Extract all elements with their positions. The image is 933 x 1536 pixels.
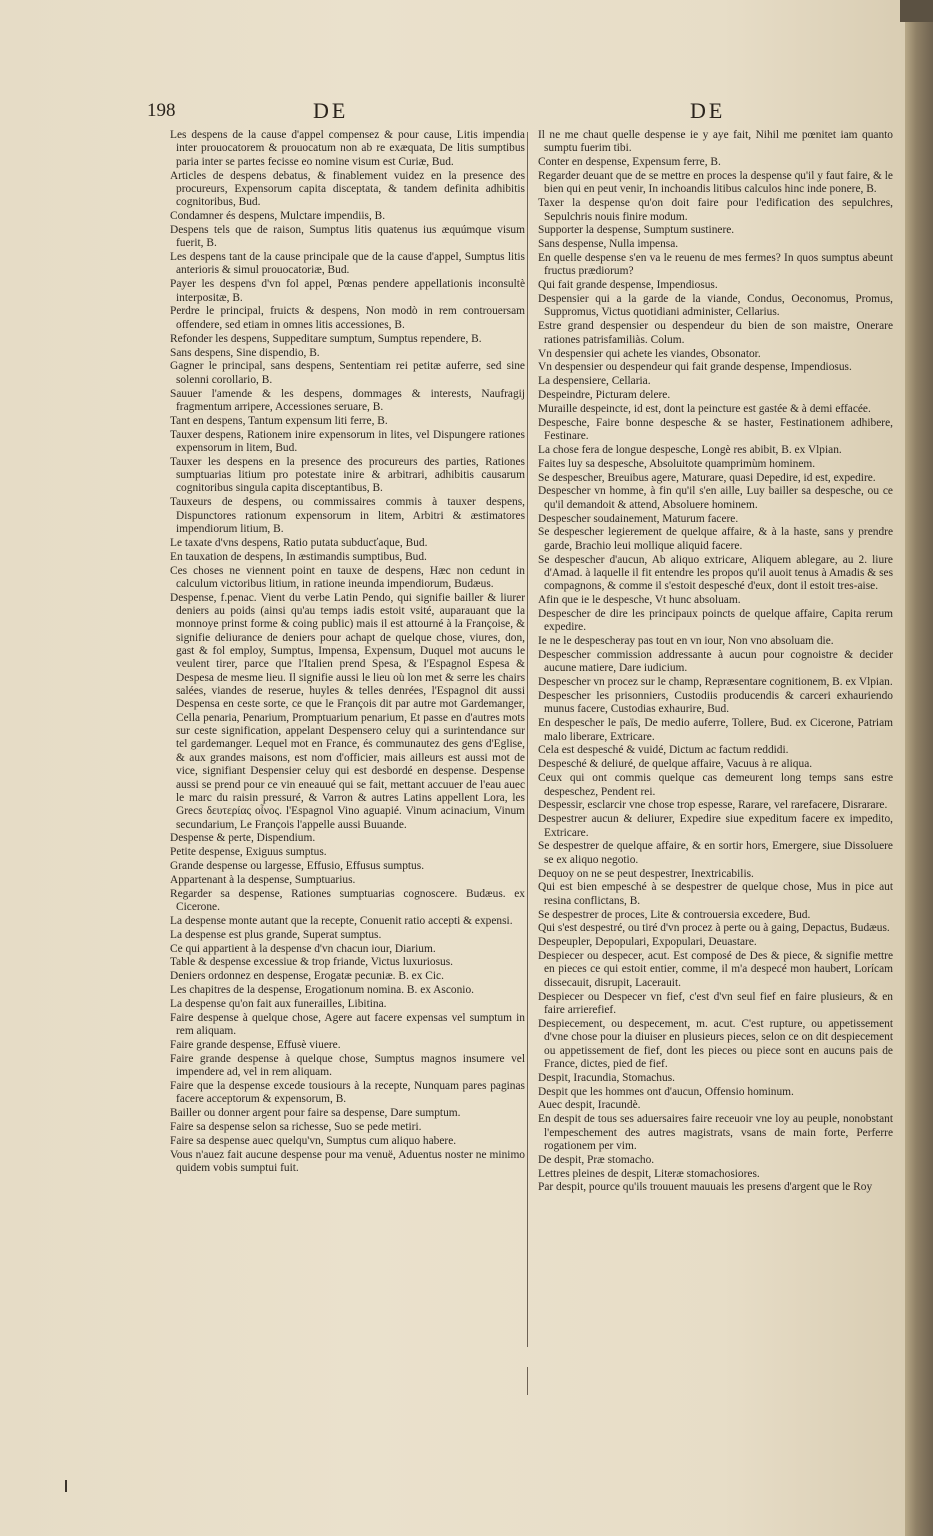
dictionary-entry: Despescher les prisonniers, Custodiis producendis & carceri exhauriendo munus facere, Custodias exhaurire, Bud. xyxy=(538,690,893,716)
dictionary-entry: Regarder sa despense, Rationes sumptuarias cognoscere. Budæus. ex Cicerone. xyxy=(170,887,525,914)
dictionary-entry: Faire grande despense à quelque chose, Sumptus magnos insumere vel impendere ad, vel in rem aliquam. xyxy=(170,1052,525,1079)
page-gutter-edge xyxy=(905,0,933,1536)
dictionary-entry: Despestrer aucun & deliurer, Expedire siue expeditum facere ex impedito, Extricare. xyxy=(538,813,893,839)
dictionary-entry: Despescher vn procez sur le champ, Repræsentare cognitionem, B. ex Vlpian. xyxy=(538,676,893,689)
dictionary-entry: Estre grand despensier ou despendeur du bien de son maistre, Onerare rationes patrisfamiliàs. Colum. xyxy=(538,320,893,346)
dictionary-entry: Se despestrer de quelque affaire, & en sortir hors, Emergere, siue Dissoluere se ex aliquo negotio. xyxy=(538,840,893,866)
dictionary-entry: Perdre le principal, fruicts & despens, Non modò in rem controuersam offendere, sed etiam in omnes litis accessiones, B. xyxy=(170,305,525,331)
dictionary-entry: Se despestrer de proces, Lite & controuersia excedere, Bud. xyxy=(538,908,811,921)
column-divider xyxy=(527,132,528,1347)
dictionary-entry: Despense, f.penac. Vient du verbe Latin Pendo, qui signifie bailler & liurer deniers au poids (ainsi qu'au temps iadis estoit vsité, auparauant que la monnoye prinst forme & coing public) mais il est attourné à la Françoise, & signifie deliurance de deniers pour achapt de quelque chose, viures, don, gast & fol employ, Sumptus, Impensa, Expensum, Duquel mot aucuns le veulent tirer, parce que l'Italien prend Spesa, & l'Espagnol Espesa & Despesa de mesme lieu. Il signifie aussi le lieu où lon met & serre les chairs salées, viandes de reserue, huyles & telles denrées, l'Espagnol dit aussi Despensa en ceste sorte, ce que le François dit par autre mot Gardemanger, Cella penaria, Penarium, Promptuarium penarium, Et passe en d'autres mots sur ceste signification, appelant Despensero celuy qui a surintendance sur tel gardemanger. Lequel mot en France, és communautez des gens d'Eglise, & aux grandes maisons, est nom d'officier, mais ailleurs est aussi mot de vice, signifiant Despensier celuy qui est desbordé en despense. Despense aussi se prend pour ce vin eneauué qui se fait, mettant accuuer de l'eau auec le marc du raisin pressuré, & Varron & autres Latins appellent Lora, les Grecs δευτερίας οἶνος. l'Espagnol Vino aguapié. Vinum acinacium, Vinum secundarium, Le François l'appelle aussi Buuande. xyxy=(170,591,525,831)
dictionary-entry: Sans despense, Nulla impensa. xyxy=(538,238,679,251)
dictionary-entry: En despescher le païs, De medio auferre, Tollere, Bud. ex Cicerone, Patriam malo liberare, Extricare. xyxy=(538,717,893,743)
dictionary-entry: Despescher soudainement, Maturum facere. xyxy=(538,512,739,525)
dictionary-entry: Sauuer l'amende & les despens, dommages & interests, Naufragij fragmentum arripere, Accessiones seruare, B. xyxy=(170,387,525,413)
dictionary-entry: Se despescher, Breuibus agere, Maturare, quasi Depedire, id est, expedire. xyxy=(538,471,876,484)
dictionary-entry: Bailler ou donner argent pour faire sa despense, Dare sumptum. xyxy=(170,1107,461,1120)
dictionary-entry: Condamner és despens, Mulctare impendiis, B. xyxy=(170,210,386,223)
dictionary-entry: Tant en despens, Tantum expensum liti ferre, B. xyxy=(170,414,388,427)
dictionary-entry: Despeindre, Picturam delere. xyxy=(538,389,671,402)
dictionary-entry: Ce qui appartient à la despense d'vn chacun iour, Diarium. xyxy=(170,942,436,955)
dictionary-entry: Vous n'auez fait aucune despense pour ma venuë, Aduentus noster ne minimo quidem vobis sumptui fuit. xyxy=(170,1148,525,1175)
dictionary-entry: Faites luy sa despesche, Absoluitote quamprimùm hominem. xyxy=(538,457,816,470)
dictionary-entry: Gagner le principal, sans despens, Sententiam rei petitæ auferre, sed sine solenni corollario, B. xyxy=(170,360,525,386)
dictionary-entry: Despense & perte, Dispendium. xyxy=(170,832,316,845)
dictionary-entry: Ceux qui ont commis quelque cas demeurent long temps sans estre despeschez, Pendent rei. xyxy=(538,772,893,798)
left-column xyxy=(170,129,525,1176)
dictionary-entry: Les chapitres de la despense, Erogationum nomina. B. ex Asconio. xyxy=(170,984,474,997)
dictionary-entry: Ie ne le despescheray pas tout en vn iour, Non vno absoluam die. xyxy=(538,635,834,648)
dictionary-entry: Ces choses ne viennent point en tauxe de despens, Hæc non cedunt in calculum victoribus litium, in ratione ineunda impendiorum, Budæus. xyxy=(170,564,525,590)
running-header-right: DE xyxy=(690,98,726,123)
dictionary-entry: Articles de despens debatus, & finablement vuidez en la presence des procureurs, Expensorum capita disceptata, & tandem definita adhibitis cognitoribus, Bud. xyxy=(170,169,525,209)
page-number: 198 xyxy=(147,100,176,121)
margin-mark xyxy=(65,1480,67,1492)
dictionary-entry: Regarder deuant que de se mettre en proces la despense qu'il y faut faire, & le bien qui en peut venir, In inchoandis litibus calculos hinc inde ponere, B. xyxy=(538,170,893,196)
dictionary-entry: Cela est despesché & vuidé, Dictum ac factum reddidi. xyxy=(538,744,789,757)
dictionary-entry: Faire despense à quelque chose, Agere aut facere expensas vel sumptum in rem aliquam. xyxy=(170,1011,525,1038)
dictionary-entry: Faire sa despense selon sa richesse, Suo se pede metiri. xyxy=(170,1121,422,1134)
page-corner-shadow xyxy=(900,0,933,22)
dictionary-entry: Il ne me chaut quelle despense ie y aye fait, Nihil me pœnitet iam quanto sumptu fuerim tibi. xyxy=(538,129,893,155)
dictionary-entry: Qui est bien empesché à se despestrer de quelque chose, Mus in pice aut resina conflictans, B. xyxy=(538,881,893,907)
dictionary-entry: Despescher commission addressante à aucun pour cognoistre & decider aucune matiere, Dare iudicium. xyxy=(538,649,893,675)
column-divider-tail xyxy=(527,1367,528,1395)
dictionary-entry: Table & despense excessiue & trop friande, Victus luxuriosus. xyxy=(170,956,454,969)
dictionary-entry: La despense qu'on fait aux funerailles, Libitina. xyxy=(170,998,387,1010)
dictionary-entry: Despeupler, Depopulari, Expopulari, Deuastare. xyxy=(538,936,757,949)
dictionary-entry: Faire que la despense excede tousiours à la recepte, Nunquam pares paginas facere acceptorum & expensorum, B. xyxy=(170,1080,525,1106)
dictionary-entry: Supporter la despense, Sumptum sustinere. xyxy=(538,224,735,237)
dictionary-entry: Despensier qui a la garde de la viande, Condus, Oeconomus, Promus, Suppromus, Victus quotidiani administer, Cellarius. xyxy=(538,293,893,319)
dictionary-entry: Se despescher d'aucun, Ab aliquo extricare, Aliquem ablegare, au 2. liure d'Amad. à laquelle il fit entendre les propos qu'il auoit tenus à Amadis & ses compagnons, & comme il s'estoit despesché d'eux, dont il estoit tres-aise. xyxy=(538,553,893,593)
dictionary-entry: Se despescher legierement de quelque affaire, & à la haste, sans y prendre garde, Brachio leui mollique aliquid facere. xyxy=(538,526,893,552)
dictionary-entry: Auec despit, Iracundè. xyxy=(538,1099,641,1112)
dictionary-entry: Despescher de dire les principaux poincts de quelque affaire, Capita rerum expedire. xyxy=(538,608,893,634)
dictionary-entry: Faire sa despense auec quelqu'vn, Sumptus cum aliquo habere. xyxy=(170,1134,457,1147)
dictionary-entry: Les despens de la cause d'appel compensez & pour cause, Litis impendia inter prouocatorem & prouocatum non ab re exæquata, De litis sumptibus paria inter se partes fecisse eo nomine visum est Curiæ, Bud. xyxy=(170,129,525,168)
dictionary-entry: Despesche, Faire bonne despesche & se haster, Festinationem adhibere, Festinare. xyxy=(538,416,893,443)
dictionary-entry: Despiecement, ou despecement, m. acut. C'est rupture, ou appetissement d'vne chose pour la diuiser en plusieurs pieces, selon ce on dit despiecement ou appetissement de fief, dont les pieces ou piece sont en aucuns pais de France, dictes, pied de fief. xyxy=(538,1017,893,1070)
dictionary-entry: La despense monte autant que la recepte, Conuenit ratio accepti & expensi. xyxy=(170,914,513,927)
dictionary-entry: Dequoy on ne se peut despestrer, Inextricabilis. xyxy=(538,867,754,880)
dictionary-entry: La despense est plus grande, Superat sumptus. xyxy=(170,928,382,941)
dictionary-entry: Afin que ie le despesche, Vt hunc absoluam. xyxy=(538,594,741,607)
dictionary-entry: Tauxer les despens en la presence des procureurs des parties, Rationes sumptuarias litium pro potestate inire & arbitrari, adhibitis causarum cognitoribus singula capita disceptantibus, B. xyxy=(170,455,525,495)
dictionary-entry: Refonder les despens, Suppeditare sumptum, Sumptus rependere, B. xyxy=(170,332,482,345)
dictionary-entry: Qui s'est despestré, ou tiré d'vn procez à perte ou à gaing, Depactus, Budæus. xyxy=(538,922,890,935)
dictionary-entry: Appartenant à la despense, Sumptuarius. xyxy=(170,873,356,886)
dictionary-entry: Grande despense ou largesse, Effusio, Effusus sumptus. xyxy=(170,860,425,873)
dictionary-entry: En despit de tous ses aduersaires faire receuoir vne loy au peuple, nonobstant l'empeschement des autres magistrats, vsans de main forte, Perferre rogationem per vim. xyxy=(538,1113,893,1152)
dictionary-entry: Vn despensier ou despendeur qui fait grande despense, Impendiosus. xyxy=(538,361,852,374)
dictionary-entry: Despiecer ou Despecer vn fief, c'est d'vn seul fief en faire plusieurs, & en faire arrierefief. xyxy=(538,990,893,1016)
running-header-left: DE xyxy=(313,98,349,123)
dictionary-entry: Les despens tant de la cause principale que de la cause d'appel, Sumptus litis anterioris & simul prouocatoriæ, Bud. xyxy=(170,251,525,277)
dictionary-entry: Muraille despeincte, id est, dont la peincture est gastée & à demi effacée. xyxy=(538,402,871,415)
dictionary-entry: Qui fait grande despense, Impendiosus. xyxy=(538,279,718,292)
dictionary-entry: Tauxer despens, Rationem inire expensorum in lites, vel Dispungere rationes expensorum in litem, Bud. xyxy=(170,428,525,454)
dictionary-entry: Despescher vn homme, à fin qu'il s'en aille, Luy bailler sa despesche, ou ce qu'il demandoit & attend, Absoluere hominem. xyxy=(538,485,893,511)
dictionary-entry: Despesché & deliuré, de quelque affaire, Vacuus à re aliqua. xyxy=(538,758,813,771)
dictionary-entry: De despit, Præ stomacho. xyxy=(538,1153,655,1166)
dictionary-entry: Deniers ordonnez en despense, Erogatæ pecuniæ. B. ex Cic. xyxy=(170,970,444,983)
dictionary-entry: En quelle despense s'en va le reuenu de mes fermes? In quos sumptus abeunt fructus prædiorum? xyxy=(538,252,893,278)
dictionary-entry: Tauxeurs de despens, ou commissaires commis à tauxer despens, Dispunctores rationum expensorum in litem, Arbitri & æstimatores impendiorum litium, B. xyxy=(170,496,525,535)
dictionary-entry: Despessir, esclarcir vne chose trop espesse, Rarare, vel rarefacere, Disrarare. xyxy=(538,799,888,812)
dictionary-entry: Despens tels que de raison, Sumptus litis quatenus ius æquúmque visum fuerit, B. xyxy=(170,223,525,250)
dictionary-entry: Sans despens, Sine dispendio, B. xyxy=(170,346,320,359)
dictionary-entry: Par despit, pource qu'ils trouuent mauuais les presens d'argent que le Roy xyxy=(538,1181,873,1194)
dictionary-entry: Despit que les hommes ont d'aucun, Offensio hominum. xyxy=(538,1085,794,1098)
dictionary-entry: La despensiere, Cellaria. xyxy=(538,375,651,388)
dictionary-entry: Lettres pleines de despit, Literæ stomachosiores. xyxy=(538,1167,760,1180)
dictionary-entry: La chose fera de longue despesche, Longè res abibit, B. ex Vlpian. xyxy=(538,443,842,456)
right-column xyxy=(538,129,893,1195)
dictionary-entry: Vn despensier qui achete les viandes, Obsonator. xyxy=(538,347,761,360)
dictionary-entry: Le taxate d'vns despens, Ratio putata subducťaque, Bud. xyxy=(170,536,428,549)
dictionary-entry: Faire grande despense, Effusè viuere. xyxy=(170,1039,341,1052)
dictionary-entry: Conter en despense, Expensum ferre, B. xyxy=(538,156,721,169)
dictionary-entry: Despiecer ou despecer, acut. Est composé de Des & piece, & signifie mettre en pieces ce qui estoit entier, comme, il m'a despecé mon haubert, Lorícam dissecauit, disrupit, Lacerauit. xyxy=(538,950,893,989)
dictionary-entry: Despit, Iracundia, Stomachus. xyxy=(538,1071,675,1084)
dictionary-entry: Payer les despens d'vn fol appel, Pœnas pendere appellationis inconsultè interpositæ, B. xyxy=(170,278,525,304)
dictionary-entry: Petite despense, Exiguus sumptus. xyxy=(170,846,327,859)
dictionary-entry: En tauxation de despens, In æstimandis sumptibus, Bud. xyxy=(170,550,427,563)
dictionary-entry: Taxer la despense qu'on doit faire pour l'edification des sepulchres, Sepulchris nouis finire modum. xyxy=(538,197,893,223)
